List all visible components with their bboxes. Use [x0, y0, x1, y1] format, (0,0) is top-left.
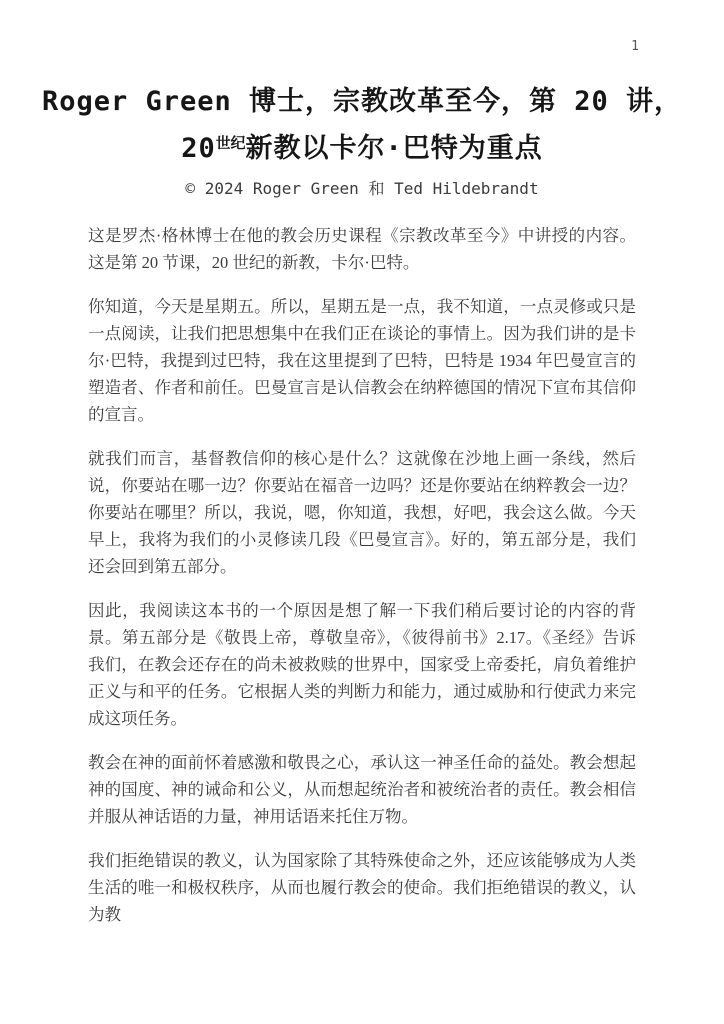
page-number: 1: [631, 39, 639, 54]
paragraph-5: 教会在神的面前怀着感激和敬畏之心，承认这一神圣任命的益处。教会想起神的国度、神的诫命和公义，从而想起统治者和被统治者的责任。教会相信并服从神话语的力量，神用话语来托住万物。: [88, 753, 636, 826]
paragraph-3: 就我们而言，基督教信仰的核心是什么？这就像在沙地上画一条线，然后说，你要站在哪一边？你要站在福音一边吗？还是你要站在纳粹教会一边？你要站在哪里？所以，我说，嗯，你知道，我想，好吧，我会这么做。今天早上，我将为我们的小灵修读几段《巴曼宣言》。好的，第五部分是，我们还会回到第五部分。: [88, 449, 636, 576]
paragraph-4: 因此，我阅读这本书的一个原因是想了解一下我们稍后要讨论的内容的背景。第五部分是《敬畏上帝，尊敬皇帝》，《彼得前书》2.17。《圣经》告诉我们，在教会还存在的尚未被救赎的世界中，国家受上帝委托，肩负着维护正义与和平的任务。它根据人类的判断力和能力，通过威胁和行使武力来完成这项任务。: [88, 601, 636, 728]
title-line-2-prefix: 20: [181, 133, 216, 164]
title-line-2-rest: 新教以卡尔·巴特为重点: [245, 133, 543, 164]
paragraph-1: 这是罗杰·格林博士在他的教会历史课程《宗教改革至今》中讲授的内容。这是第 20 节课，20 世纪的新教，卡尔·巴特。: [88, 226, 636, 272]
title-superscript: 世纪: [215, 134, 246, 152]
title-line-1: Roger Green 博士，宗教改革至今，第 20 讲，: [41, 86, 683, 117]
document-body: [0, 222, 724, 928]
paragraph-2: 你知道，今天是星期五。所以，星期五是一点，我不知道，一点灵修或只是一点阅读，让我们把思想集中在我们正在谈论的事情上。因为我们讲的是卡尔·巴特，我提到过巴特，我在这里提到了巴特，巴特是 1934 年巴曼宣言的塑造者、作者和前任。巴曼宣言是认信教会在纳粹德国的情况下宣布其信仰的宣言。: [88, 297, 636, 424]
title-line-2: [40, 125, 684, 172]
document-title: [0, 0, 724, 172]
paragraph-6: 我们拒绝错误的教义，认为国家除了其特殊使命之外，还应该能够成为人类生活的唯一和极权秩序，从而也履行教会的使命。我们拒绝错误的教义，认为教: [88, 851, 636, 924]
copyright-line: © 2024 Roger Green 和 Ted Hildebrandt: [185, 179, 539, 198]
